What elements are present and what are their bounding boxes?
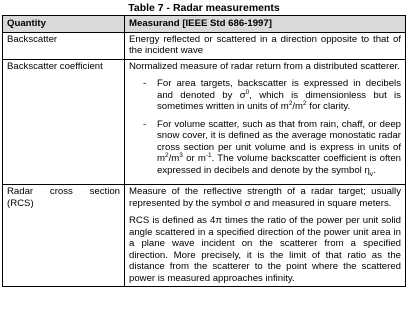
quantity-backscatter-coefficient: Backscatter coefficient	[3, 59, 125, 185]
table-row-backscatter-coefficient	[3, 59, 406, 185]
bullet1-sup2: 2	[288, 99, 293, 107]
bullet1-text-d: for clarity.	[306, 101, 351, 112]
bullet1-sup: 0	[245, 88, 250, 96]
table-title: Table 7 - Radar measurements	[128, 2, 280, 14]
bullet2-sup3: -1	[205, 151, 212, 159]
bullet-area-targets	[143, 78, 401, 113]
coefficient-intro: Normalized measure of radar return from a distributed scatterer.	[129, 60, 400, 72]
bullet2-sub: v	[369, 170, 374, 178]
bullet1-text-c: /m	[292, 101, 303, 112]
bullet1-text-b: , which is dimensionless but is sometimes written in units of m	[157, 89, 401, 112]
rcs-para-2: RCS is defined as 4π times the ratio of the power per unit solid angle scattered in a specified direction of the power unit area in a plane wave incident on the scatterer from a specified direction. More precisely, it is the limit of that ratio as the distance from the scatterer to the point where the scattered power is measured approaches infinity.	[129, 215, 401, 284]
bullet2-text-e: .	[373, 164, 376, 176]
bullet1-sup3: 2	[303, 99, 307, 107]
quantity-rcs: Radar cross section (RCS)	[3, 185, 125, 287]
definition-backscatter: Energy reflected or scattered in a direction opposite to that of the incident wave	[125, 32, 406, 59]
header-measurand: Measurand [IEEE Std 686-1997]	[125, 16, 406, 33]
bullet2-text-b: /m	[168, 153, 180, 164]
bullet-volume-scatter	[143, 118, 401, 178]
bullet2-sup: 2	[165, 151, 169, 159]
definition-rcs	[125, 185, 406, 287]
bullet2-sup2: 3	[179, 151, 183, 159]
bullet2-text-c: or m	[182, 153, 206, 164]
rcs-para-1: Measure of the reflective strength of a radar target; usually represented by the symbol σ and measured in square meters.	[129, 186, 401, 209]
bullet-marker: -	[143, 78, 147, 89]
header-quantity: Quantity	[3, 16, 125, 33]
bullet-marker: -	[143, 118, 147, 130]
table-row-rcs	[3, 185, 406, 287]
definition-backscatter-coefficient	[125, 59, 406, 185]
quantity-backscatter: Backscatter	[3, 32, 125, 59]
table-header-row	[3, 16, 406, 33]
bullet1-text-a: For area targets, backscatter is expressed in decibels and denoted by σ	[157, 78, 401, 101]
bullet2-text-a: For volume scatter, such as that from rain, chaff, or deep snow cover, it is defined as the average monostatic radar cross section per unit volume and is express in units of m	[157, 118, 401, 164]
radar-measurements-table	[2, 15, 406, 287]
table-row-backscatter	[3, 32, 406, 59]
bullet2-text-d: . The volume backscatter coefficient is often expressed in decibels and denote by the symbol η	[157, 153, 401, 176]
